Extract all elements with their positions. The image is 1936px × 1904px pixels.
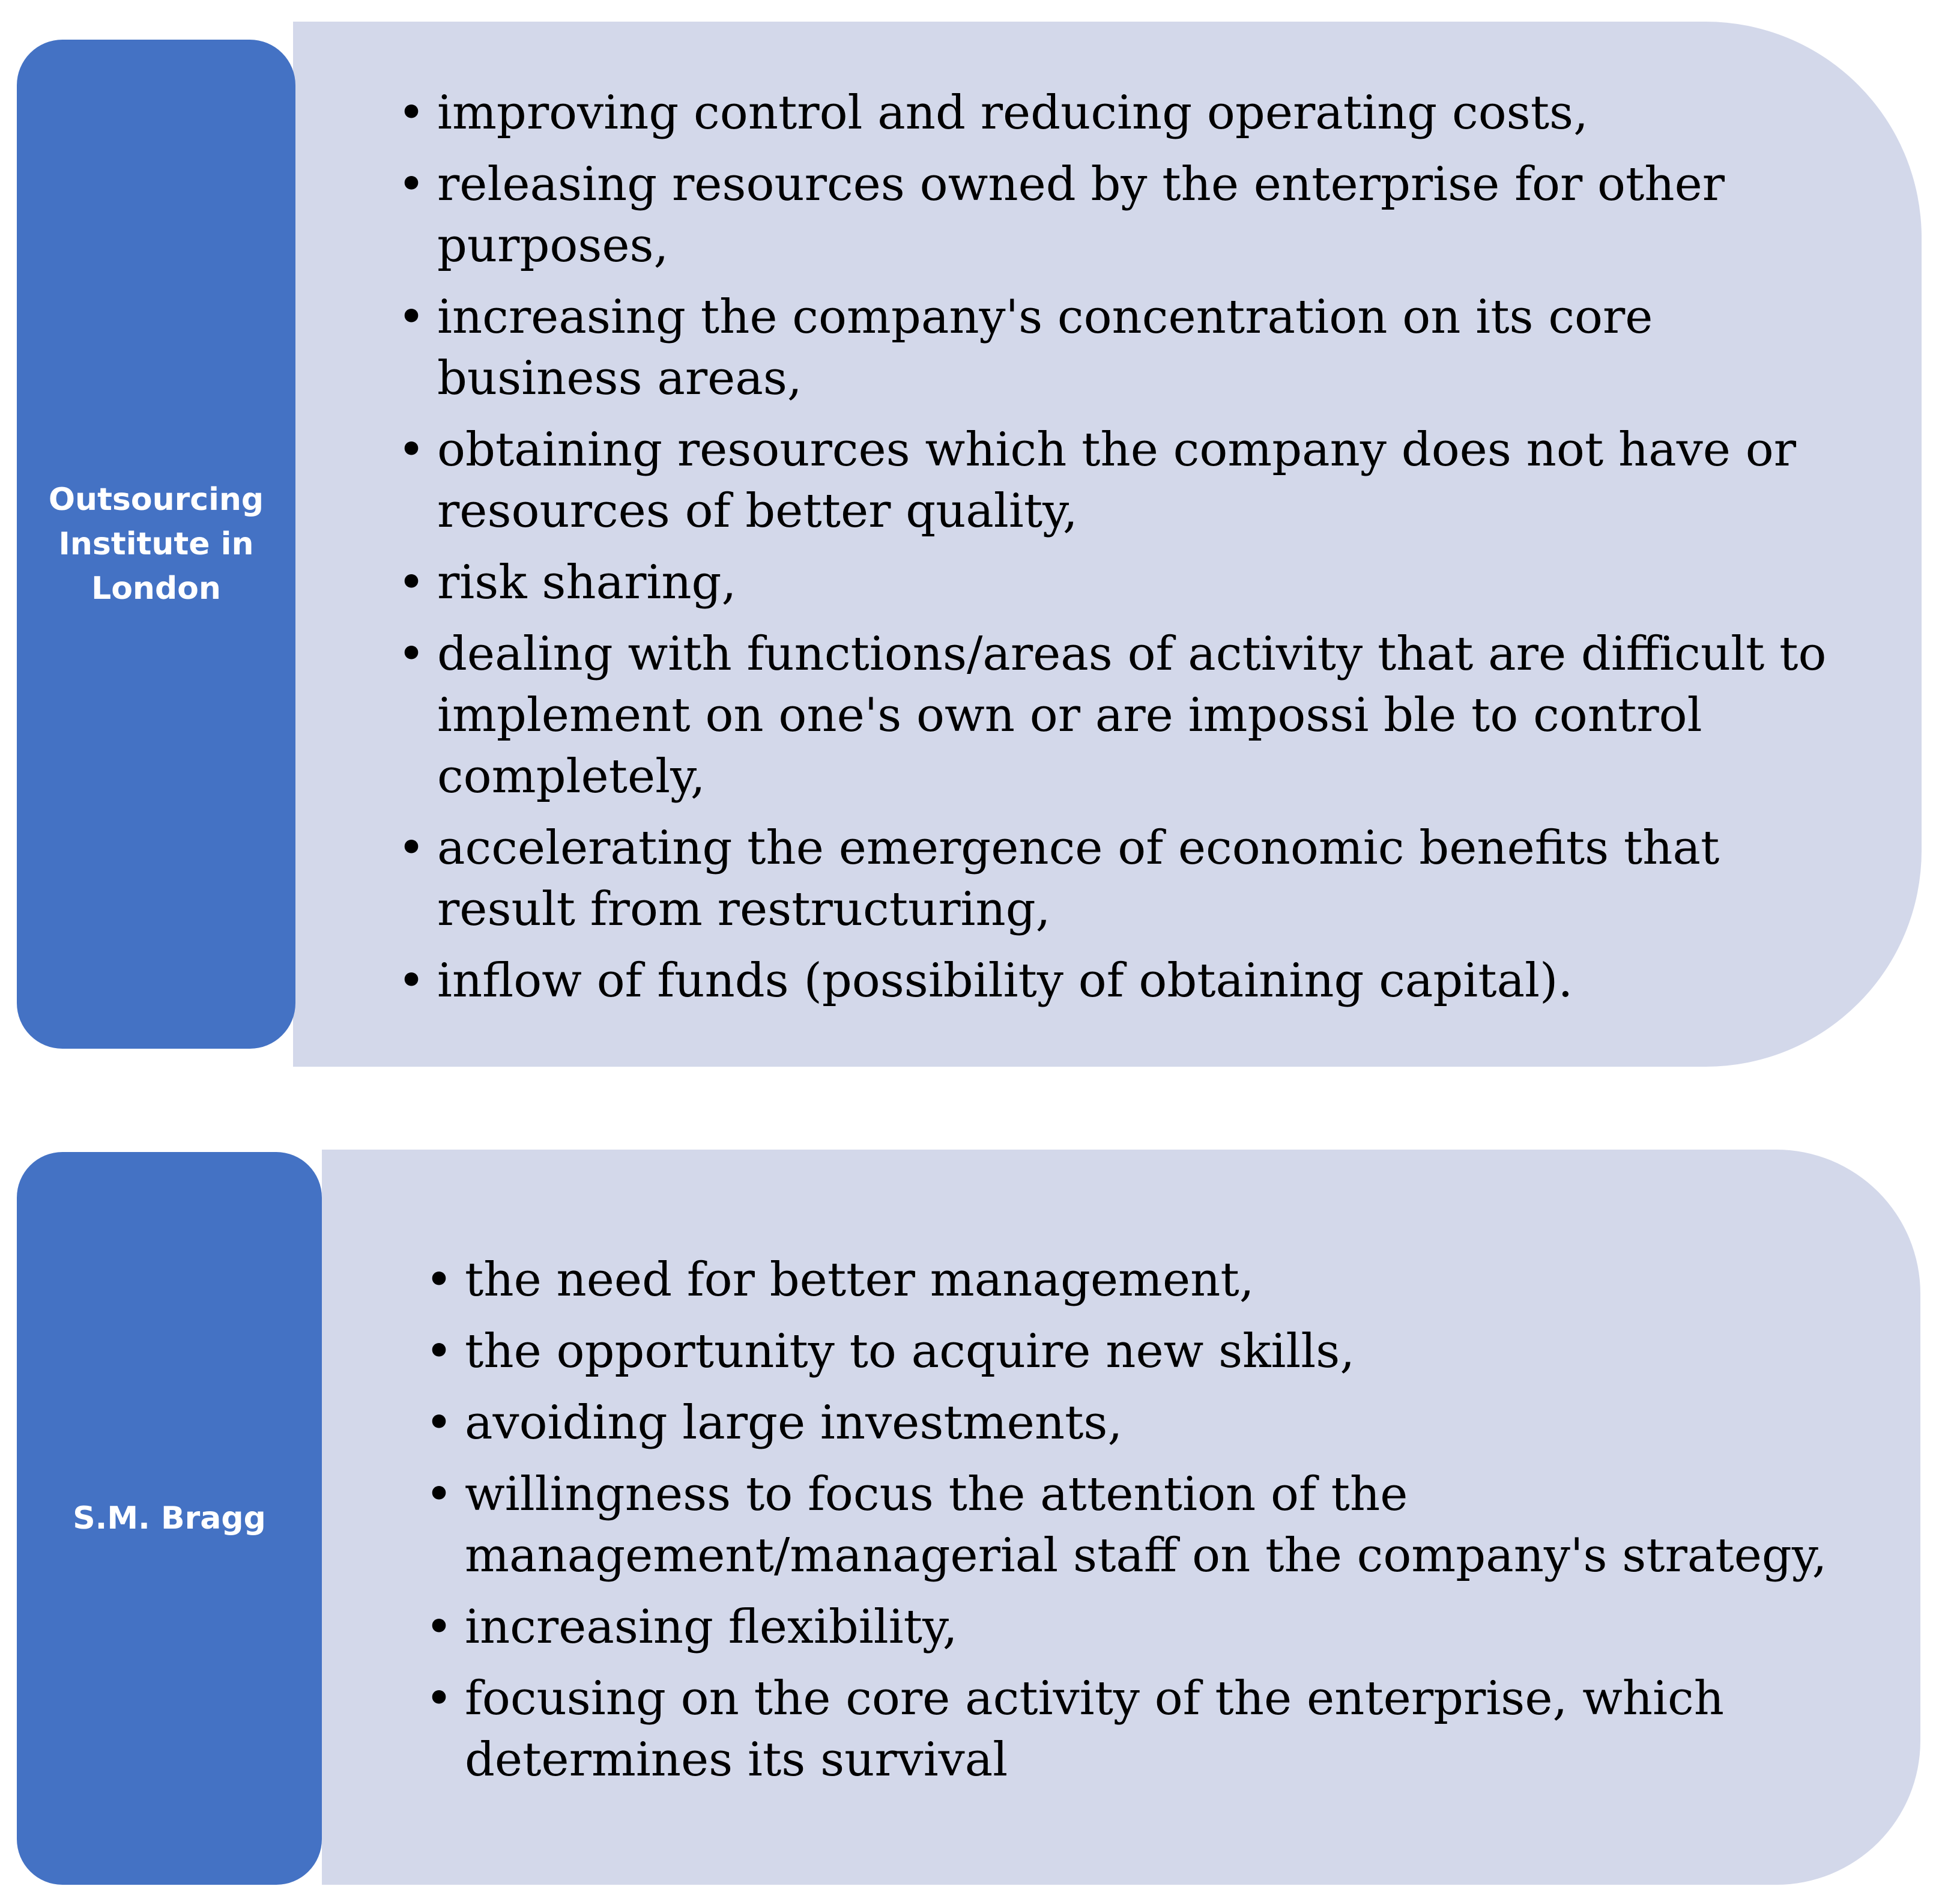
- list-item: [398, 287, 1834, 409]
- bullet-icon: •: [398, 290, 426, 344]
- bullet-icon: •: [398, 954, 426, 1008]
- list-item-text: the opportunity to acquire new skills,: [465, 1324, 1355, 1378]
- list-item: [425, 1464, 1838, 1586]
- bullet-icon: •: [425, 1467, 453, 1521]
- block-1-label: Outsourcing Institute in London: [48, 482, 264, 607]
- bullet-icon: •: [398, 423, 426, 477]
- list-item: [425, 1392, 1838, 1454]
- list-item-text: inflow of funds (possibility of obtaining capital).: [437, 954, 1573, 1008]
- list-item: [398, 817, 1834, 940]
- list-item: [398, 623, 1834, 807]
- bullet-icon: •: [425, 1253, 453, 1307]
- list-item-text: releasing resources owned by the enterprise for other purposes,: [437, 157, 1725, 273]
- list-item-text: increasing the company's concentration on its core business areas,: [437, 290, 1653, 405]
- list-item: [425, 1321, 1838, 1382]
- bullet-icon: •: [425, 1396, 453, 1450]
- bullet-icon: •: [425, 1600, 453, 1654]
- bullet-icon: •: [398, 627, 426, 681]
- bullet-icon: •: [398, 821, 426, 875]
- list-item: [398, 552, 1834, 613]
- list-item-text: improving control and reducing operating costs,: [437, 86, 1588, 140]
- bullet-icon: •: [398, 86, 426, 140]
- list-item-text: willingness to focus the attention of the management/managerial staff on the company's strategy,: [465, 1467, 1827, 1583]
- block-2-item-list: [425, 1249, 1838, 1801]
- bullet-icon: •: [398, 157, 426, 211]
- list-item-text: dealing with functions/areas of activity that are difficult to implement on one's own or are impossi ble to control completely,: [437, 627, 1827, 804]
- list-item-text: risk sharing,: [437, 556, 737, 610]
- list-item: [398, 154, 1834, 276]
- list-item-text: increasing flexibility,: [465, 1600, 958, 1654]
- block-2-label: S.M. Bragg: [73, 1500, 266, 1536]
- block-1-label-tab: [17, 40, 295, 1049]
- list-item: [398, 82, 1834, 144]
- list-item: [425, 1668, 1838, 1790]
- bullet-icon: •: [398, 556, 426, 610]
- block-1-item-list: [398, 82, 1834, 1022]
- list-item-text: focusing on the core activity of the enterprise, which determines its survival: [465, 1672, 1724, 1787]
- list-item-text: the need for better management,: [465, 1253, 1254, 1307]
- list-item-text: accelerating the emergence of economic benefits that result from restructuring,: [437, 821, 1720, 936]
- list-item: [425, 1249, 1838, 1311]
- bullet-icon: •: [425, 1324, 453, 1378]
- bullet-icon: •: [425, 1672, 453, 1726]
- block-2-label-tab: [17, 1152, 322, 1885]
- list-item-text: obtaining resources which the company does not have or resources of better quality,: [437, 423, 1796, 538]
- list-item: [398, 950, 1834, 1011]
- list-item: [425, 1596, 1838, 1658]
- list-item: [398, 419, 1834, 542]
- list-item-text: avoiding large investments,: [465, 1396, 1123, 1450]
